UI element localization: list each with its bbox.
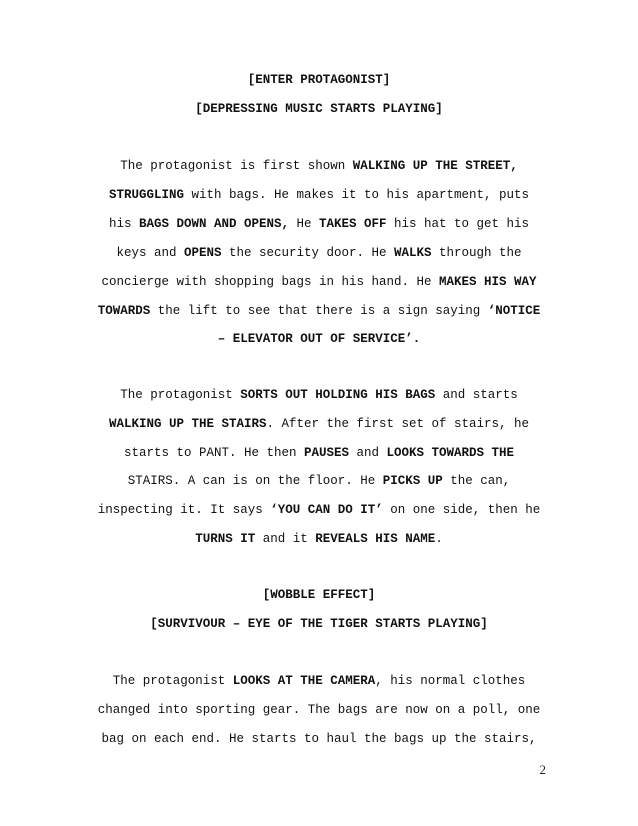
heading-eye-of-the-tiger: [SURVIVOUR – EYE OF THE TIGER STARTS PLAYING] bbox=[150, 617, 488, 631]
para1-line2: STRUGGLING with bags. He makes it to his apartment, puts bbox=[108, 188, 530, 202]
heading-wobble-effect: [WOBBLE EFFECT] bbox=[262, 588, 376, 602]
para1-line3: his BAGS DOWN AND OPENS, He TAKES OFF his hat to get his bbox=[108, 217, 530, 231]
para3-line3: bag on each end. He starts to haul the bags up the stairs, bbox=[101, 732, 537, 746]
para2-line3: starts to PANT. He then PAUSES and LOOKS TOWARDS THE bbox=[123, 446, 515, 460]
heading-enter-protagonist: [ENTER PROTAGONIST] bbox=[247, 73, 391, 87]
para2-line1: The protagonist SORTS OUT HOLDING HIS BAGS and starts bbox=[120, 388, 518, 402]
para2-line4: STAIRS. A can is on the floor. He PICKS UP the can, bbox=[127, 474, 511, 488]
page-number: 2 bbox=[539, 762, 546, 777]
para2-line5: inspecting it. It says ‘YOU CAN DO IT’ on one side, then he bbox=[97, 503, 541, 517]
para2-line2: WALKING UP THE STAIRS. After the first set of stairs, he bbox=[108, 417, 530, 431]
para1-line1: The protagonist is first shown WALKING UP THE STREET, bbox=[120, 159, 518, 173]
para1-line4: keys and OPENS the security door. He WALKS through the bbox=[116, 246, 522, 260]
para3-line1: The protagonist LOOKS AT THE CAMERA, his normal clothes bbox=[112, 674, 526, 688]
para1-line5: concierge with shopping bags in his hand. He MAKES HIS WAY bbox=[101, 275, 537, 289]
para1-line6: TOWARDS the lift to see that there is a sign saying ‘NOTICE bbox=[97, 304, 541, 318]
heading-depressing-music: [DEPRESSING MUSIC STARTS PLAYING] bbox=[195, 102, 443, 116]
para2-line6: TURNS IT and it REVEALS HIS NAME. bbox=[195, 532, 443, 546]
para1-line7: – ELEVATOR OUT OF SERVICE’. bbox=[217, 332, 421, 346]
para3-line2: changed into sporting gear. The bags are now on a poll, one bbox=[97, 703, 541, 717]
